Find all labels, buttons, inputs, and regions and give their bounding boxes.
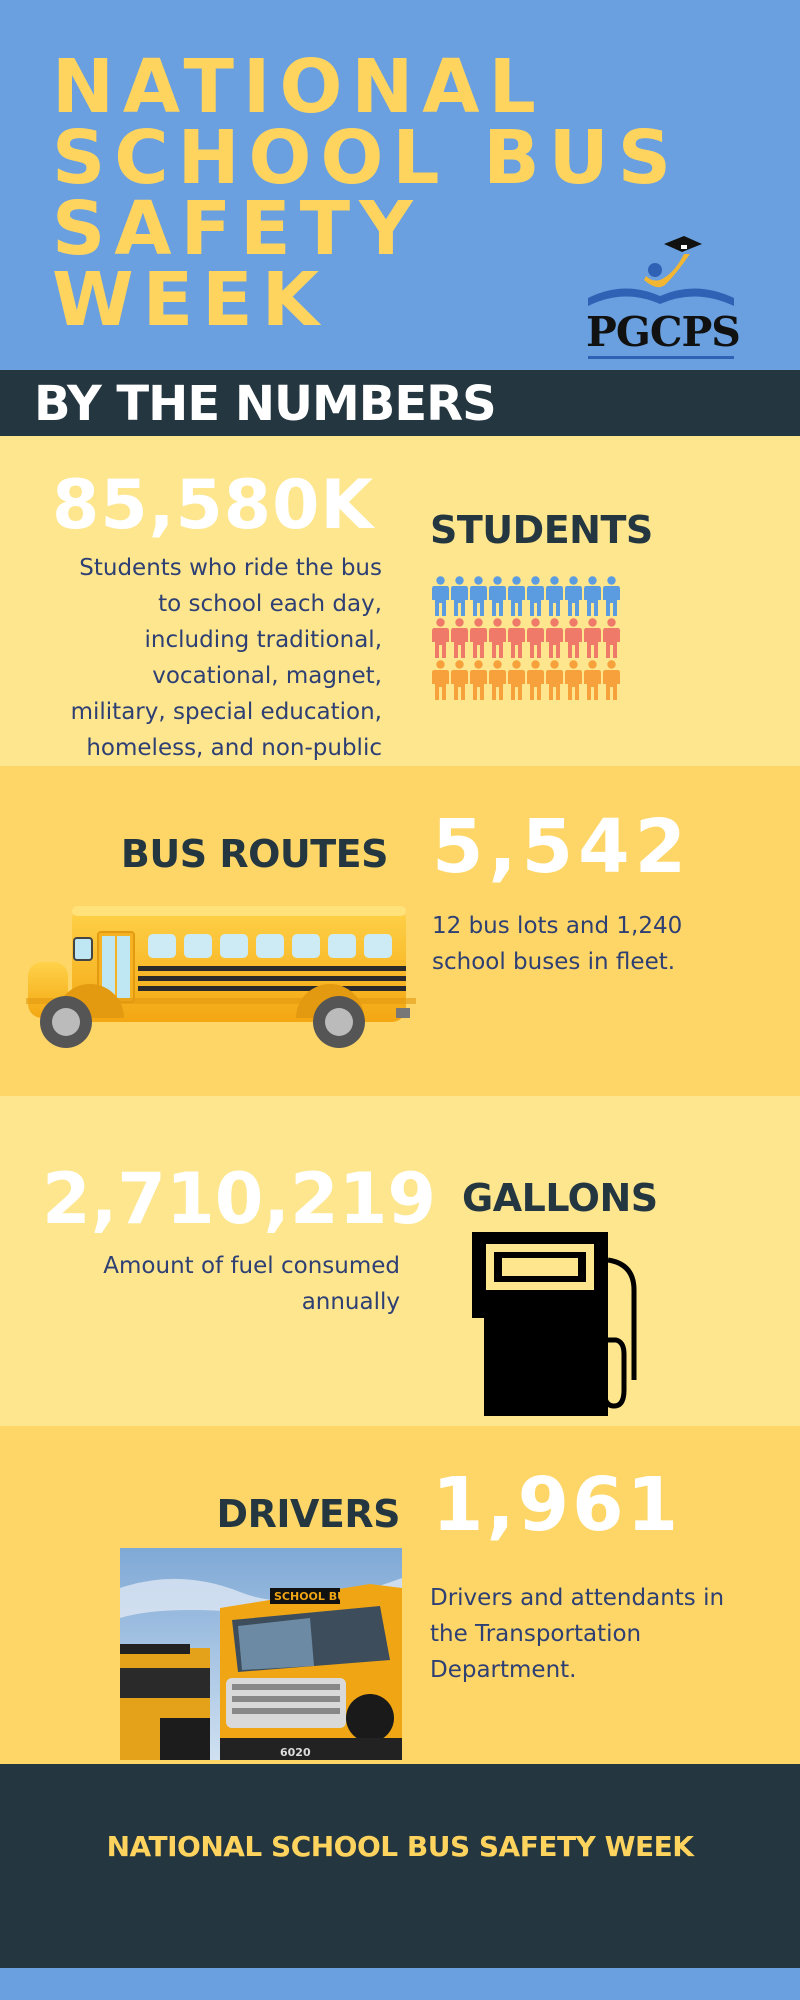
person-icon — [470, 618, 487, 658]
band-heading: BY THE NUMBERS — [34, 376, 496, 432]
bus-routes-section — [0, 766, 800, 1096]
person-icon — [565, 660, 582, 700]
drivers-description: Drivers and attendants in the Transportation Department. — [430, 1585, 725, 1683]
bottom-strip — [0, 1968, 800, 2000]
hero-section — [0, 0, 800, 370]
school-bus-photo — [120, 1548, 402, 1760]
gallons-label: GALLONS — [462, 1176, 658, 1220]
drivers-section — [0, 1426, 800, 1764]
person-icon — [432, 660, 449, 700]
pgcps-logo — [586, 236, 740, 364]
person-icon — [527, 618, 544, 658]
gallons-description: Amount of fuel consumed annually — [103, 1253, 400, 1315]
person-icon — [508, 660, 525, 700]
photo-bus-number: 6020 — [280, 1746, 311, 1759]
people-row — [432, 660, 620, 700]
people-row — [432, 618, 620, 658]
person-icon — [432, 618, 449, 658]
logo-text: PGCPS — [586, 308, 740, 356]
person-icon — [508, 576, 525, 616]
people-row — [432, 576, 620, 616]
students-number: 85,580K — [52, 466, 375, 545]
bus-routes-number: 5,542 — [432, 804, 692, 890]
person-icon — [565, 576, 582, 616]
gallons-section — [0, 1096, 800, 1426]
by-the-numbers-band — [0, 370, 800, 436]
school-bus-icon — [26, 902, 416, 1052]
footer-title: NATIONAL SCHOOL BUS SAFETY WEEK — [106, 1830, 694, 1863]
person-icon — [546, 660, 563, 700]
bus-routes-description: 12 bus lots and 1,240 school buses in fleet. — [432, 913, 683, 975]
bus-routes-label: BUS ROUTES — [120, 832, 388, 876]
person-icon — [489, 660, 506, 700]
page-title — [52, 44, 681, 343]
students-description: Students who ride the bus to school each day, including traditional, vocational, magnet, military, special education, homeless, and non-public — [70, 555, 382, 761]
title-line-4: WEEK — [52, 257, 329, 343]
person-icon — [584, 576, 601, 616]
person-icon — [565, 618, 582, 658]
person-icon — [451, 618, 468, 658]
person-icon — [470, 660, 487, 700]
person-icon — [584, 618, 601, 658]
person-icon — [527, 576, 544, 616]
person-icon — [470, 576, 487, 616]
students-label: STUDENTS — [430, 508, 653, 552]
gas-pump-icon — [464, 1230, 644, 1416]
person-icon — [546, 618, 563, 658]
person-icon — [603, 660, 620, 700]
person-icon — [451, 576, 468, 616]
person-icon — [546, 576, 563, 616]
drivers-label: DRIVERS — [216, 1492, 400, 1536]
person-icon — [489, 618, 506, 658]
person-icon — [489, 576, 506, 616]
title-line-3: SAFETY — [52, 186, 422, 272]
title-line-2: SCHOOL BUS — [52, 115, 681, 201]
person-icon — [432, 576, 449, 616]
person-icon — [603, 576, 620, 616]
person-icon — [451, 660, 468, 700]
gallons-number: 2,710,219 — [42, 1158, 437, 1240]
person-icon — [508, 618, 525, 658]
person-icon — [584, 660, 601, 700]
person-icon — [603, 618, 620, 658]
person-icon — [527, 660, 544, 700]
drivers-number: 1,961 — [432, 1462, 682, 1548]
title-line-1: NATIONAL — [52, 44, 545, 130]
students-section — [0, 436, 800, 766]
footer — [0, 1764, 800, 1968]
photo-bus-sign: SCHOOL BUS — [274, 1590, 354, 1603]
